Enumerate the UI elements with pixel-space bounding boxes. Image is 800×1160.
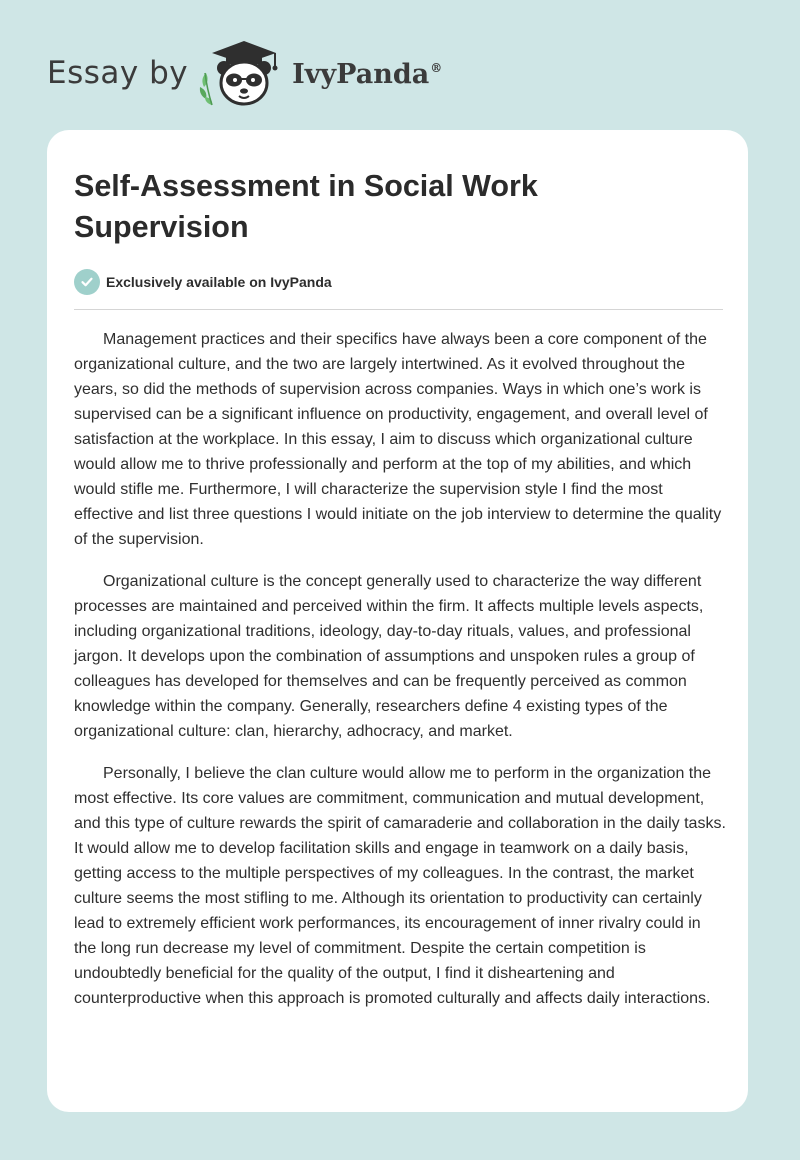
paragraph: Management practices and their specifics have always been a core component of the organizational culture, and the two are largely intertwined. As it evolved throughout the years, so did the methods of supervision across companies. Ways in which one’s work is supervised can be a significant influence on productivity, engagement, and overall level of satisfaction at the workplace. In this essay, I aim to discuss which organizational culture would allow me to thrive professionally and perform at the top of my abilities, and which would stifle me. Furthermore, I will characterize the supervision style I find the most effective and list three questions I would initiate on the job interview to determine the quality of the supervision. xyxy=(74,331,722,548)
paragraph: Personally, I believe the clan culture would allow me to perform in the organization the most effective. Its core values are commitment, communication and mutual development, and this type of culture rewards the spirit of camaraderie and collaboration in the daily tasks. It would allow me to develop facilitation skills and engage in teamwork on a daily basis, getting access to the multiple perspectives of my colleagues. In the contrast, the market culture seems the most stifling to me. Although its orientation to productivity can certainly lead to extremely efficient work performances, its encouragement of inner rivalry could in the long run decrease my level of commitment. Despite the certain competition is undoubtedly beneficial for the quality of the output, I find it disheartening and counterproductive when this approach is promoted culturally and affects daily interactions. xyxy=(74,765,726,1007)
divider xyxy=(74,309,723,310)
exclusive-badge-label: Exclusively available on IvyPanda xyxy=(106,274,332,290)
paragraph: Organizational culture is the concept generally used to characterize the way different processes are maintained and perceived within the firm. It affects multiple levels aspects, including organizational traditions, ideology, day-to-day rituals, values, and professional jargon. It develops upon the combination of assumptions and unspoken rules a group of colleagues has developed for themselves and can be frequently perceived as common knowledge within the company. Generally, researchers define 4 existing types of the organizational culture: clan, hierarchy, adhocracy, and market. xyxy=(74,573,704,740)
panda-graduate-logo-icon[interactable] xyxy=(196,37,288,109)
page-title: Self-Assessment in Social Work Supervision xyxy=(74,169,538,244)
exclusive-badge xyxy=(74,268,721,296)
brand-label: IvyPanda xyxy=(292,59,430,90)
brand-name[interactable] xyxy=(292,59,442,90)
site-header xyxy=(47,35,442,110)
essay-by-label: Essay by xyxy=(47,54,189,91)
check-icon xyxy=(74,269,100,295)
registered-mark: ® xyxy=(430,61,443,75)
essay-card xyxy=(47,130,748,1112)
essay-body xyxy=(74,327,726,1011)
